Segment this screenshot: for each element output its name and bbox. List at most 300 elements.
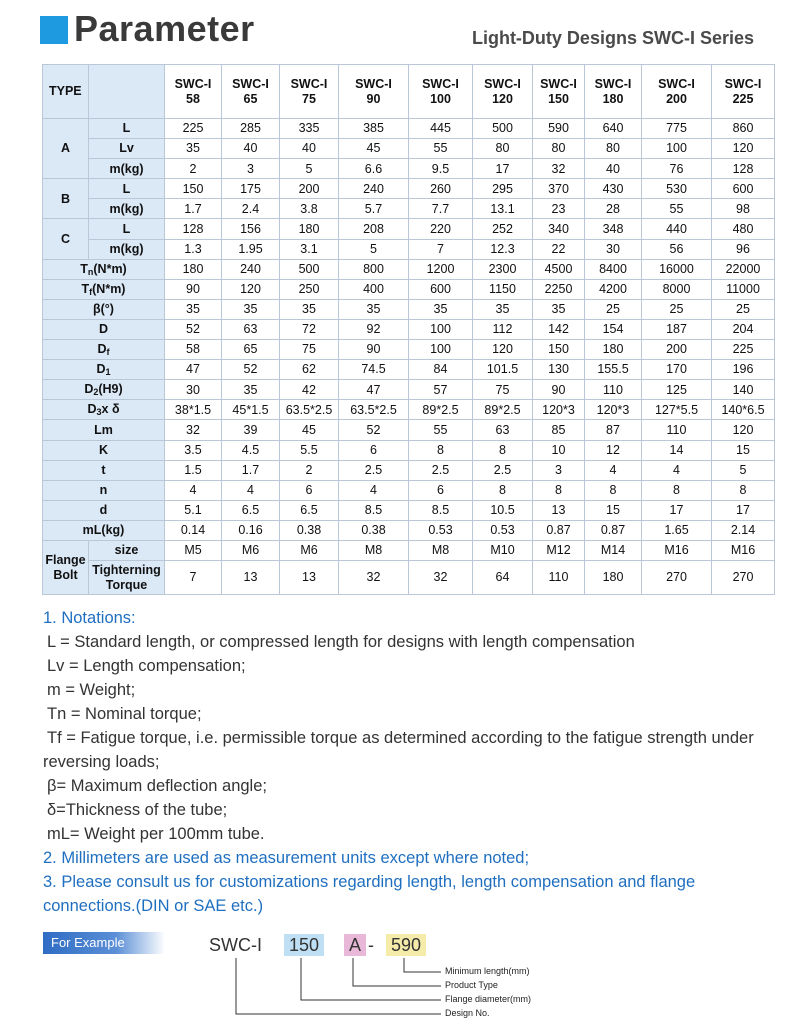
row-label-d1 bbox=[43, 360, 165, 380]
table-row bbox=[43, 400, 775, 420]
table-cell: 35 bbox=[409, 299, 473, 319]
table-cell: 2.14 bbox=[712, 520, 775, 540]
table-cell: 4 bbox=[222, 480, 280, 500]
table-cell: 4500 bbox=[533, 259, 585, 279]
table-cell: 8400 bbox=[585, 259, 642, 279]
table-cell: 225 bbox=[712, 340, 775, 360]
table-cell: 270 bbox=[712, 561, 775, 595]
model-header-225 bbox=[712, 65, 775, 119]
table-cell: 180 bbox=[280, 219, 339, 239]
table-cell: 10 bbox=[533, 440, 585, 460]
table-cell: 35 bbox=[280, 299, 339, 319]
table-row bbox=[43, 219, 775, 239]
row-label-n: n bbox=[43, 480, 165, 500]
row-label-beta: β(°) bbox=[43, 299, 165, 319]
note-lv: Lv = Length compensation; bbox=[47, 657, 246, 675]
table-cell: 63.5*2.5 bbox=[339, 400, 409, 420]
table-cell: 2.5 bbox=[409, 460, 473, 480]
table-cell: 155.5 bbox=[585, 360, 642, 380]
label-minimum-length: Minimum length(mm) bbox=[445, 966, 530, 976]
table-cell: M6 bbox=[222, 540, 280, 560]
table-cell: 200 bbox=[642, 340, 712, 360]
note-customization: 3. Please consult us for customizations regarding length, length compensation and flange connections.(DIN or SAE etc.) bbox=[43, 873, 696, 915]
model-size: 180 bbox=[602, 91, 624, 106]
header-row bbox=[43, 65, 775, 119]
table-cell: 1.7 bbox=[222, 460, 280, 480]
table-cell: 4 bbox=[585, 460, 642, 480]
row-label-torque bbox=[89, 561, 165, 595]
table-cell: 8 bbox=[712, 480, 775, 500]
example-diameter-box: 150 bbox=[284, 934, 324, 956]
table-cell: 100 bbox=[642, 139, 712, 159]
model-series: SWC-I bbox=[355, 77, 392, 92]
example-length-box: 590 bbox=[386, 934, 426, 956]
table-cell: 25 bbox=[642, 299, 712, 319]
note-delta: δ=Thickness of the tube; bbox=[47, 801, 228, 819]
table-cell: 180 bbox=[585, 561, 642, 595]
table-cell: 500 bbox=[473, 119, 533, 139]
table-cell: 5 bbox=[712, 460, 775, 480]
model-series: SWC-I bbox=[290, 77, 328, 92]
table-cell: 2.4 bbox=[222, 199, 280, 219]
table-cell: 58 bbox=[165, 340, 222, 360]
table-cell: 64 bbox=[473, 561, 533, 595]
table-cell: 6.5 bbox=[280, 500, 339, 520]
table-cell: 1200 bbox=[409, 259, 473, 279]
table-cell: 120 bbox=[712, 139, 775, 159]
table-cell: 295 bbox=[473, 179, 533, 199]
table-cell: 2250 bbox=[533, 279, 585, 299]
label-product-type: Product Type bbox=[445, 980, 498, 990]
table-cell: 63.5*2.5 bbox=[280, 400, 339, 420]
table-cell: 142 bbox=[533, 319, 585, 339]
model-series: SWC-I bbox=[174, 77, 212, 92]
table-row bbox=[43, 380, 775, 400]
model-series: SWC-I bbox=[484, 77, 521, 92]
table-row bbox=[43, 239, 775, 259]
model-header-120 bbox=[473, 65, 533, 119]
table-cell: 3.8 bbox=[280, 199, 339, 219]
table-cell: 65 bbox=[222, 340, 280, 360]
table-cell: 5.1 bbox=[165, 500, 222, 520]
table-cell: 52 bbox=[165, 319, 222, 339]
table-cell: 204 bbox=[712, 319, 775, 339]
table-cell: 1150 bbox=[473, 279, 533, 299]
group-label-a: A bbox=[43, 119, 89, 179]
parameter-table bbox=[42, 64, 775, 595]
label-main: D bbox=[96, 362, 106, 376]
model-series: SWC-I bbox=[422, 77, 459, 92]
table-cell: 187 bbox=[642, 319, 712, 339]
row-label-df bbox=[43, 340, 165, 360]
row-label-k: K bbox=[43, 440, 165, 460]
table-cell: 80 bbox=[585, 139, 642, 159]
example-section bbox=[43, 930, 759, 1024]
table-cell: 15 bbox=[585, 500, 642, 520]
table-cell: 600 bbox=[712, 179, 775, 199]
table-cell: 128 bbox=[165, 219, 222, 239]
table-cell: 13 bbox=[533, 500, 585, 520]
example-prefix: SWC-I bbox=[209, 935, 262, 955]
table-cell: 2300 bbox=[473, 259, 533, 279]
series-subtitle: Light-Duty Designs SWC-I Series bbox=[471, 28, 754, 48]
torque-label-line1: Tighterning bbox=[92, 563, 161, 578]
model-series: SWC-I bbox=[724, 77, 762, 92]
table-cell: 240 bbox=[339, 179, 409, 199]
table-row bbox=[43, 480, 775, 500]
table-cell: 240 bbox=[222, 259, 280, 279]
example-dash: - bbox=[368, 935, 374, 955]
row-label-d2 bbox=[43, 380, 165, 400]
row-label: m(kg) bbox=[89, 239, 165, 259]
table-cell: 75 bbox=[280, 340, 339, 360]
table-cell: 25 bbox=[585, 299, 642, 319]
label-subscript: f bbox=[106, 346, 110, 357]
table-cell: 35 bbox=[222, 299, 280, 319]
table-row bbox=[43, 279, 775, 299]
table-cell: 74.5 bbox=[339, 360, 409, 380]
table-cell: 156 bbox=[222, 219, 280, 239]
table-cell: 400 bbox=[339, 279, 409, 299]
table-cell: 92 bbox=[339, 319, 409, 339]
row-label-ml: mL(kg) bbox=[43, 520, 165, 540]
table-cell: 208 bbox=[339, 219, 409, 239]
table-cell: 45*1.5 bbox=[222, 400, 280, 420]
table-cell: 150 bbox=[165, 179, 222, 199]
label-design-no: Design No. bbox=[445, 1008, 490, 1018]
table-cell: 348 bbox=[585, 219, 642, 239]
table-cell: 80 bbox=[533, 139, 585, 159]
table-cell: 252 bbox=[473, 219, 533, 239]
notes-heading: 1. Notations: bbox=[43, 609, 136, 627]
table-row bbox=[43, 179, 775, 199]
table-cell: 55 bbox=[409, 139, 473, 159]
table-cell: 100 bbox=[409, 319, 473, 339]
table-row bbox=[43, 139, 775, 159]
table-cell: 14 bbox=[642, 440, 712, 460]
table-cell: 8 bbox=[642, 480, 712, 500]
flange-bolt-label bbox=[43, 540, 89, 594]
table-row bbox=[43, 561, 775, 595]
table-cell: 4200 bbox=[585, 279, 642, 299]
table-cell: 39 bbox=[222, 420, 280, 440]
table-cell: 130 bbox=[533, 360, 585, 380]
row-label: m(kg) bbox=[89, 199, 165, 219]
table-cell: 0.38 bbox=[339, 520, 409, 540]
table-cell: 12.3 bbox=[473, 239, 533, 259]
torque-label-line2: Torque bbox=[105, 577, 148, 592]
model-header-75 bbox=[280, 65, 339, 119]
table-cell: 0.14 bbox=[165, 520, 222, 540]
table-cell: 3 bbox=[533, 460, 585, 480]
row-label-tn bbox=[43, 259, 165, 279]
table-cell: 140 bbox=[712, 380, 775, 400]
row-label-d_big: D bbox=[43, 319, 165, 339]
table-cell: 1.3 bbox=[165, 239, 222, 259]
label-subscript: 3 bbox=[96, 407, 102, 418]
model-series: SWC-I bbox=[594, 77, 632, 92]
table-cell: 15 bbox=[712, 440, 775, 460]
table-cell: 3.1 bbox=[280, 239, 339, 259]
model-header-100 bbox=[409, 65, 473, 119]
flange-label-line1: Flange bbox=[45, 553, 86, 568]
table-cell: 22000 bbox=[712, 259, 775, 279]
table-cell: 370 bbox=[533, 179, 585, 199]
table-cell: 220 bbox=[409, 219, 473, 239]
table-cell: 96 bbox=[712, 239, 775, 259]
table-row bbox=[43, 460, 775, 480]
group-label-c: C bbox=[43, 219, 89, 259]
model-header-200 bbox=[642, 65, 712, 119]
label-subscript: 1 bbox=[105, 367, 111, 377]
table-cell: 72 bbox=[280, 319, 339, 339]
model-size: 150 bbox=[548, 91, 569, 106]
model-size: 58 bbox=[186, 91, 200, 106]
model-series: SWC-I bbox=[232, 77, 269, 92]
table-cell: 335 bbox=[280, 119, 339, 139]
table-cell: 8.5 bbox=[409, 500, 473, 520]
table-cell: 1.5 bbox=[165, 460, 222, 480]
model-series: SWC-I bbox=[658, 77, 695, 92]
table-cell: 90 bbox=[165, 279, 222, 299]
label-tail: (N*m) bbox=[92, 281, 126, 296]
table-cell: 775 bbox=[642, 119, 712, 139]
table-cell: 63 bbox=[222, 319, 280, 339]
note-tn: Tn = Nominal torque; bbox=[47, 705, 202, 723]
table-cell: M10 bbox=[473, 540, 533, 560]
table-cell: 87 bbox=[585, 420, 642, 440]
table-cell: 32 bbox=[339, 561, 409, 595]
label-tail: (N*m) bbox=[93, 261, 127, 276]
table-cell: 9.5 bbox=[409, 159, 473, 179]
leader-minimum-length bbox=[404, 958, 441, 972]
model-size: 90 bbox=[366, 91, 381, 106]
table-cell: 110 bbox=[642, 420, 712, 440]
table-cell: 3 bbox=[222, 159, 280, 179]
table-cell: 285 bbox=[222, 119, 280, 139]
table-cell: 6 bbox=[280, 480, 339, 500]
table-cell: 154 bbox=[585, 319, 642, 339]
table-cell: 40 bbox=[585, 159, 642, 179]
model-size: 100 bbox=[430, 91, 451, 106]
label-flange-diameter: Flange diameter(mm) bbox=[445, 994, 532, 1004]
table-cell: 47 bbox=[165, 360, 222, 380]
table-cell: 32 bbox=[165, 420, 222, 440]
label-main: T bbox=[81, 281, 90, 296]
example-type-box: A bbox=[344, 934, 366, 956]
note-units: 2. Millimeters are used as measurement units except where noted; bbox=[43, 849, 530, 867]
table-cell: 125 bbox=[642, 380, 712, 400]
table-cell: 6 bbox=[339, 440, 409, 460]
table-cell: 2 bbox=[165, 159, 222, 179]
table-cell: 30 bbox=[585, 239, 642, 259]
table-cell: 225 bbox=[165, 119, 222, 139]
table-row bbox=[43, 319, 775, 339]
table-cell: 0.53 bbox=[473, 520, 533, 540]
table-cell: 30 bbox=[165, 380, 222, 400]
table-cell: 250 bbox=[280, 279, 339, 299]
table-row bbox=[43, 500, 775, 520]
table-cell: 0.87 bbox=[533, 520, 585, 540]
table-cell: 35 bbox=[533, 299, 585, 319]
table-cell: 480 bbox=[712, 219, 775, 239]
group-label-b: B bbox=[43, 179, 89, 219]
table-cell: 120*3 bbox=[533, 400, 585, 420]
table-cell: 640 bbox=[585, 119, 642, 139]
table-cell: 860 bbox=[712, 119, 775, 139]
table-cell: 127*5.5 bbox=[642, 400, 712, 420]
table-cell: 8 bbox=[409, 440, 473, 460]
table-cell: 8 bbox=[533, 480, 585, 500]
table-cell: 13 bbox=[280, 561, 339, 595]
row-label-lm: Lm bbox=[43, 420, 165, 440]
table-cell: 11000 bbox=[712, 279, 775, 299]
table-cell: 5.7 bbox=[339, 199, 409, 219]
table-body bbox=[43, 119, 775, 595]
note-ml: mL= Weight per 100mm tube. bbox=[47, 825, 265, 843]
table-cell: M16 bbox=[712, 540, 775, 560]
table-cell: 23 bbox=[533, 199, 585, 219]
table-cell: 56 bbox=[642, 239, 712, 259]
table-cell: 590 bbox=[533, 119, 585, 139]
table-cell: 260 bbox=[409, 179, 473, 199]
table-cell: 40 bbox=[222, 139, 280, 159]
table-cell: 22 bbox=[533, 239, 585, 259]
table-cell: 55 bbox=[409, 420, 473, 440]
table-cell: 35 bbox=[473, 299, 533, 319]
table-cell: 0.87 bbox=[585, 520, 642, 540]
table-cell: 89*2.5 bbox=[409, 400, 473, 420]
label-subscript: 2 bbox=[93, 387, 99, 398]
table-row bbox=[43, 420, 775, 440]
label-main: D bbox=[87, 402, 97, 417]
table-cell: 600 bbox=[409, 279, 473, 299]
label-main: T bbox=[80, 261, 88, 276]
table-cell: 1.95 bbox=[222, 239, 280, 259]
table-cell: 45 bbox=[280, 420, 339, 440]
table-cell: 340 bbox=[533, 219, 585, 239]
table-cell: 112 bbox=[473, 319, 533, 339]
table-cell: 445 bbox=[409, 119, 473, 139]
model-size: 200 bbox=[666, 91, 687, 106]
table-cell: 35 bbox=[339, 299, 409, 319]
table-cell: 5.5 bbox=[280, 440, 339, 460]
table-cell: 63 bbox=[473, 420, 533, 440]
table-row bbox=[43, 520, 775, 540]
model-header-180 bbox=[585, 65, 642, 119]
table-cell: 17 bbox=[642, 500, 712, 520]
table-cell: 84 bbox=[409, 360, 473, 380]
table-cell: 430 bbox=[585, 179, 642, 199]
table-cell: 100 bbox=[409, 340, 473, 360]
table-cell: 196 bbox=[712, 360, 775, 380]
model-size: 65 bbox=[243, 91, 258, 106]
table-cell: 5 bbox=[339, 239, 409, 259]
table-row bbox=[43, 119, 775, 139]
table-row bbox=[43, 340, 775, 360]
table-cell: 8000 bbox=[642, 279, 712, 299]
header-accent-square bbox=[40, 16, 68, 44]
table-cell: M16 bbox=[642, 540, 712, 560]
table-cell: 1.7 bbox=[165, 199, 222, 219]
table-cell: 6.6 bbox=[339, 159, 409, 179]
table-cell: 32 bbox=[533, 159, 585, 179]
table-cell: 120*3 bbox=[585, 400, 642, 420]
table-cell: 101.5 bbox=[473, 360, 533, 380]
table-cell: 85 bbox=[533, 420, 585, 440]
table-cell: 25 bbox=[712, 299, 775, 319]
table-cell: M5 bbox=[165, 540, 222, 560]
table-cell: 270 bbox=[642, 561, 712, 595]
table-cell: 47 bbox=[339, 380, 409, 400]
table-cell: 52 bbox=[339, 420, 409, 440]
table-cell: 120 bbox=[222, 279, 280, 299]
model-size: 225 bbox=[732, 91, 754, 106]
table-cell: M12 bbox=[533, 540, 585, 560]
table-row bbox=[43, 159, 775, 179]
table-cell: 76 bbox=[642, 159, 712, 179]
table-cell: 3.5 bbox=[165, 440, 222, 460]
table-row bbox=[43, 540, 775, 560]
table-cell: 0.16 bbox=[222, 520, 280, 540]
notes-section bbox=[43, 606, 763, 918]
table-cell: 110 bbox=[585, 380, 642, 400]
row-label: L bbox=[89, 119, 165, 139]
type-header-blank bbox=[89, 65, 165, 119]
table-row bbox=[43, 259, 775, 279]
flange-label-line2: Bolt bbox=[53, 567, 78, 582]
table-cell: 89*2.5 bbox=[473, 400, 533, 420]
label-subscript: n bbox=[87, 266, 94, 277]
model-size: 120 bbox=[492, 91, 513, 106]
table-cell: 110 bbox=[533, 561, 585, 595]
example-leader-lines bbox=[43, 930, 759, 1024]
table-cell: 90 bbox=[533, 380, 585, 400]
table-cell: 28 bbox=[585, 199, 642, 219]
table-cell: 57 bbox=[409, 380, 473, 400]
table-cell: 440 bbox=[642, 219, 712, 239]
row-label: L bbox=[89, 179, 165, 199]
table-cell: 75 bbox=[473, 380, 533, 400]
model-series: SWC-I bbox=[540, 77, 577, 92]
row-label-d3 bbox=[43, 400, 165, 420]
table-cell: 175 bbox=[222, 179, 280, 199]
leader-flange-diameter bbox=[301, 958, 441, 1000]
table-cell: 180 bbox=[165, 259, 222, 279]
table-cell: 10.5 bbox=[473, 500, 533, 520]
table-cell: 800 bbox=[339, 259, 409, 279]
example-badge: For Example bbox=[43, 932, 165, 954]
table-cell: 200 bbox=[280, 179, 339, 199]
table-cell: 140*6.5 bbox=[712, 400, 775, 420]
label-tail: (H9) bbox=[98, 382, 123, 397]
table-cell: 8 bbox=[585, 480, 642, 500]
table-cell: 180 bbox=[585, 340, 642, 360]
table-cell: 7 bbox=[165, 561, 222, 595]
table-cell: 52 bbox=[222, 360, 280, 380]
note-tf: Tf = Fatigue torque, i.e. permissible torque as determined according to the fatigue strength under reversing loads; bbox=[43, 729, 754, 771]
table-cell: 13 bbox=[222, 561, 280, 595]
model-header-90 bbox=[339, 65, 409, 119]
table-cell: 12 bbox=[585, 440, 642, 460]
table-cell: 6 bbox=[409, 480, 473, 500]
table-cell: M8 bbox=[409, 540, 473, 560]
table-cell: 7 bbox=[409, 239, 473, 259]
label-main: D bbox=[84, 382, 94, 397]
table-cell: 98 bbox=[712, 199, 775, 219]
row-label-size: size bbox=[89, 540, 165, 560]
table-cell: M14 bbox=[585, 540, 642, 560]
